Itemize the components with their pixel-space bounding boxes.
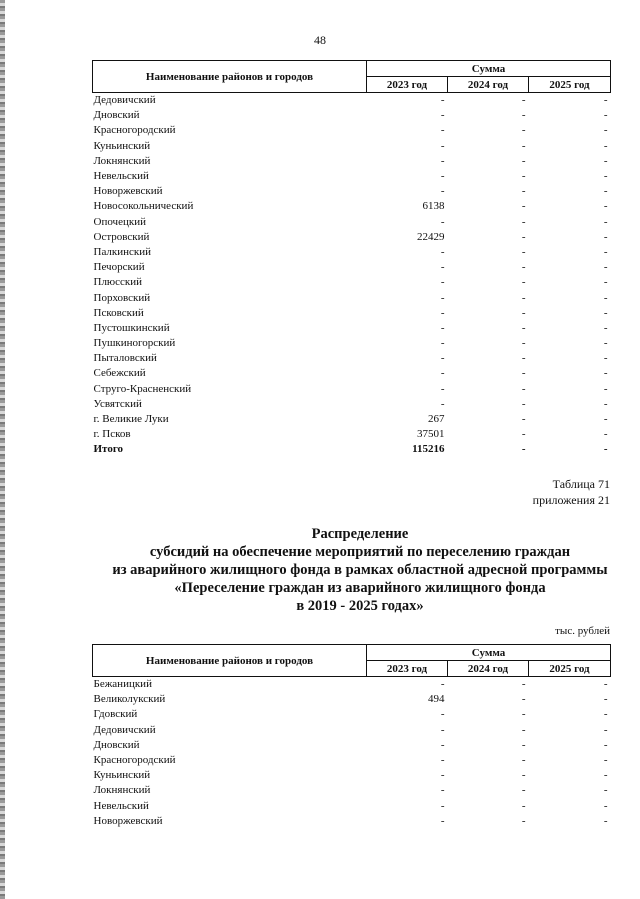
value-2024-cell: - <box>521 723 526 736</box>
value-2024-cell: - <box>521 109 526 122</box>
value-2025-cell: - <box>603 754 608 767</box>
table-row <box>93 290 611 305</box>
value-2025-cell: - <box>603 230 608 243</box>
subsidy-table-continued <box>92 60 611 458</box>
district-name-cell: Локнянский <box>93 784 151 797</box>
district-name-cell: Новосокольнический <box>93 200 194 213</box>
table-row <box>93 154 611 169</box>
table-row <box>93 799 611 814</box>
value-2023-cell: - <box>440 306 445 319</box>
value-2025-cell: - <box>603 397 608 410</box>
value-2024-cell: - <box>521 139 526 152</box>
district-name-cell: Пушкиногорский <box>93 337 176 350</box>
section-heading <box>80 525 640 615</box>
value-2025-cell: - <box>603 769 608 782</box>
value-2024-cell: - <box>521 261 526 274</box>
value-2024-cell: - <box>521 154 526 167</box>
value-2023-cell: - <box>440 261 445 274</box>
table-row <box>93 199 611 214</box>
column-header-2024: 2024 год <box>448 661 529 677</box>
value-2023-cell: - <box>440 154 445 167</box>
value-2024-cell: - <box>521 230 526 243</box>
table-row <box>93 768 611 783</box>
district-name-cell: Порховский <box>93 291 151 304</box>
value-2023-cell: 494 <box>428 693 445 706</box>
value-2025-cell: - <box>603 352 608 365</box>
scan-edge-artifact <box>0 0 5 899</box>
value-2024-cell: - <box>521 306 526 319</box>
table-row <box>93 366 611 381</box>
table-row <box>93 723 611 738</box>
value-2025-cell: - <box>603 708 608 721</box>
value-2024-cell: - <box>521 428 526 441</box>
value-2023-cell: - <box>440 738 445 751</box>
value-2023-cell: - <box>440 321 445 334</box>
district-name-cell: Куньинский <box>93 139 151 152</box>
value-2025-cell: - <box>603 94 608 107</box>
table-row <box>93 677 611 693</box>
value-2025-cell: - <box>603 367 608 380</box>
value-2025-cell: - <box>603 306 608 319</box>
district-name-cell: Великолукский <box>93 693 166 706</box>
table-body <box>93 93 611 458</box>
value-2023-cell: - <box>440 170 445 183</box>
value-2023-cell: - <box>440 291 445 304</box>
district-name-cell: Новоржевский <box>93 185 163 198</box>
value-2023-cell: - <box>440 382 445 395</box>
value-2025-cell: - <box>603 428 608 441</box>
table-row <box>93 306 611 321</box>
column-header-2024: 2024 год <box>448 77 529 93</box>
value-2025-cell: - <box>603 321 608 334</box>
district-name-cell: Струго-Красненский <box>93 382 192 395</box>
table-row <box>93 783 611 798</box>
value-2023-cell: - <box>440 754 445 767</box>
heading-line: в 2019 - 2025 годах» <box>296 598 424 614</box>
column-header-2025: 2025 год <box>529 661 611 677</box>
table-row <box>93 184 611 199</box>
value-2025-cell: - <box>603 170 608 183</box>
column-header-2025: 2025 год <box>529 77 611 93</box>
page-number: 48 <box>314 33 326 47</box>
value-2025-cell: - <box>603 738 608 751</box>
value-2023-cell: - <box>440 708 445 721</box>
value-2023-cell: - <box>440 139 445 152</box>
table-row <box>93 321 611 336</box>
value-2024-cell: - <box>521 754 526 767</box>
value-2025-cell: - <box>603 139 608 152</box>
table-row <box>93 169 611 184</box>
table-row <box>93 382 611 397</box>
value-2024-cell: - <box>521 367 526 380</box>
value-2023-cell: - <box>440 94 445 107</box>
total-row <box>93 442 611 457</box>
table-row <box>93 351 611 366</box>
district-name-cell: Дедовичский <box>93 723 156 736</box>
value-2025-cell: - <box>603 723 608 736</box>
value-2023-cell: 37501 <box>417 428 445 441</box>
value-2023-cell: - <box>440 276 445 289</box>
district-name-cell: Бежаницкий <box>93 678 152 691</box>
value-2025-cell: - <box>603 245 608 258</box>
value-2025-cell: - <box>603 200 608 213</box>
value-2024-cell: - <box>521 215 526 228</box>
table-row <box>93 275 611 290</box>
district-name-cell: Красногородский <box>93 754 176 767</box>
value-2024-cell: - <box>521 276 526 289</box>
district-name-cell: Дновский <box>93 109 140 122</box>
value-2024-cell: - <box>521 397 526 410</box>
column-header-sum: Сумма <box>367 645 611 661</box>
value-2024-cell: - <box>521 200 526 213</box>
value-2025-cell: - <box>603 693 608 706</box>
value-2023-cell: - <box>440 337 445 350</box>
value-2023-cell: - <box>440 723 445 736</box>
value-2023-cell: - <box>440 678 445 691</box>
value-2024-cell: - <box>521 799 526 812</box>
value-2024-cell: - <box>521 784 526 797</box>
district-name-cell: г. Псков <box>93 428 131 441</box>
district-name-cell: Красногородский <box>93 124 176 137</box>
table-row <box>93 108 611 123</box>
value-2025-cell: - <box>603 185 608 198</box>
district-name-cell: Дедовичский <box>93 94 156 107</box>
value-2023-cell: 267 <box>428 413 445 426</box>
value-2024-cell: - <box>521 413 526 426</box>
value-2023-cell: - <box>440 352 445 365</box>
table-row <box>93 336 611 351</box>
table-body <box>93 677 611 829</box>
district-name-cell: Невельский <box>93 170 149 183</box>
subsidy-table-71 <box>92 644 611 829</box>
value-2024-cell: - <box>521 382 526 395</box>
value-2023-cell: - <box>440 784 445 797</box>
heading-line: «Переселение граждан из аварийного жилищного фонда <box>174 580 546 596</box>
value-2025-cell: - <box>603 276 608 289</box>
district-name-cell: Невельский <box>93 799 149 812</box>
table-row <box>93 427 611 442</box>
table-row <box>93 260 611 275</box>
value-2024-cell: - <box>521 245 526 258</box>
district-name-cell: Псковский <box>93 306 144 319</box>
table-row <box>93 692 611 707</box>
value-2024-cell: - <box>521 321 526 334</box>
value-2023-cell: - <box>440 769 445 782</box>
table-row <box>93 738 611 753</box>
value-2024-cell: - <box>521 814 526 827</box>
table-row <box>93 93 611 109</box>
district-name-cell: Себежский <box>93 367 146 380</box>
table-row <box>93 139 611 154</box>
value-2025-cell: - <box>603 382 608 395</box>
value-2024-cell: - <box>521 94 526 107</box>
heading-line: Распределение <box>311 526 409 542</box>
district-name-cell: Пустошкинский <box>93 321 170 334</box>
column-header-name: Наименование районов и городов <box>93 645 367 677</box>
district-name-cell: Островский <box>93 230 150 243</box>
value-2025-cell: - <box>603 291 608 304</box>
table-row <box>93 215 611 230</box>
value-2025-cell: - <box>603 814 608 827</box>
value-2024-cell: - <box>521 337 526 350</box>
value-2024-cell: - <box>521 678 526 691</box>
value-2024-cell: - <box>521 708 526 721</box>
total-2025: - <box>603 443 608 456</box>
district-name-cell: г. Великие Луки <box>93 413 169 426</box>
column-header-2023: 2023 год <box>367 661 448 677</box>
district-name-cell: Локнянский <box>93 154 151 167</box>
value-2025-cell: - <box>603 799 608 812</box>
table-row <box>93 707 611 722</box>
value-2023-cell: - <box>440 185 445 198</box>
value-2024-cell: - <box>521 124 526 137</box>
total-label: Итого <box>93 443 124 456</box>
value-2025-cell: - <box>603 678 608 691</box>
units-label: тыс. рублей <box>555 625 610 637</box>
district-name-cell: Новоржевский <box>93 814 163 827</box>
value-2023-cell: - <box>440 814 445 827</box>
value-2025-cell: - <box>603 413 608 426</box>
value-2024-cell: - <box>521 170 526 183</box>
value-2023-cell: - <box>440 215 445 228</box>
value-2023-cell: 6138 <box>422 200 445 213</box>
district-name-cell: Гдовский <box>93 708 138 721</box>
value-2023-cell: - <box>440 245 445 258</box>
table-row <box>93 245 611 260</box>
value-2025-cell: - <box>603 337 608 350</box>
column-header-sum: Сумма <box>367 61 611 77</box>
table-row <box>93 814 611 829</box>
district-name-cell: Усвятский <box>93 397 142 410</box>
column-header-2023: 2023 год <box>367 77 448 93</box>
value-2025-cell: - <box>603 261 608 274</box>
value-2024-cell: - <box>521 693 526 706</box>
total-2024: - <box>521 443 526 456</box>
value-2025-cell: - <box>603 215 608 228</box>
value-2025-cell: - <box>603 124 608 137</box>
heading-line: из аварийного жилищного фонда в рамках областной адресной программы <box>112 562 608 578</box>
district-name-cell: Печорский <box>93 261 145 274</box>
value-2024-cell: - <box>521 352 526 365</box>
value-2023-cell: - <box>440 799 445 812</box>
district-name-cell: Дновский <box>93 738 140 751</box>
district-name-cell: Опочецкий <box>93 215 146 228</box>
district-name-cell: Пыталовский <box>93 352 157 365</box>
table-row <box>93 753 611 768</box>
value-2025-cell: - <box>603 154 608 167</box>
table-number-caption: Таблица 71 <box>552 477 610 491</box>
table-row <box>93 123 611 138</box>
value-2024-cell: - <box>521 769 526 782</box>
table-row <box>93 412 611 427</box>
table-row <box>93 397 611 412</box>
table-row <box>93 230 611 245</box>
value-2025-cell: - <box>603 784 608 797</box>
district-name-cell: Куньинский <box>93 769 151 782</box>
value-2023-cell: - <box>440 397 445 410</box>
column-header-name: Наименование районов и городов <box>93 61 367 93</box>
value-2024-cell: - <box>521 738 526 751</box>
value-2023-cell: - <box>440 109 445 122</box>
appendix-caption: приложения 21 <box>532 493 610 507</box>
heading-line: субсидий на обеспечение мероприятий по переселению граждан <box>149 544 571 560</box>
value-2023-cell: - <box>440 124 445 137</box>
district-name-cell: Плюсский <box>93 276 143 289</box>
total-2023: 115216 <box>412 443 445 456</box>
value-2024-cell: - <box>521 185 526 198</box>
district-name-cell: Палкинский <box>93 245 152 258</box>
value-2025-cell: - <box>603 109 608 122</box>
value-2024-cell: - <box>521 291 526 304</box>
value-2023-cell: 22429 <box>417 230 445 243</box>
value-2023-cell: - <box>440 367 445 380</box>
